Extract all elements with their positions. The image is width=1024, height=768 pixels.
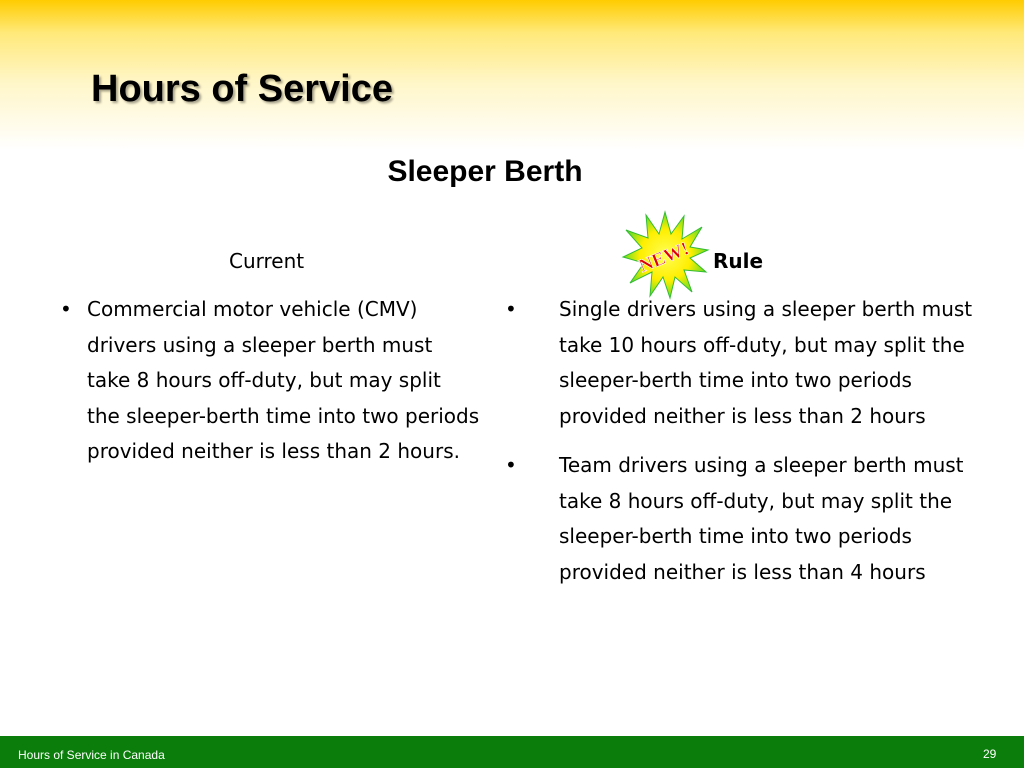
bullet-icon: • xyxy=(505,453,517,477)
new-rule-list xyxy=(505,292,975,604)
bullet-icon: • xyxy=(505,297,517,321)
list-item xyxy=(505,448,975,590)
list-item xyxy=(60,292,480,470)
list-item-text: Commercial motor vehicle (CMV) drivers using a sleeper berth must take 8 hours off-duty, but may split the sleeper-berth time into two periods provided neither is less than 2 hours. xyxy=(87,297,480,463)
list-item xyxy=(505,292,975,434)
list-item-text: Team drivers using a sleeper berth must take 8 hours off-duty, but may split the sleeper-berth time into two periods provided neither is less than 4 hours xyxy=(559,453,964,584)
page-number: 29 xyxy=(983,747,997,761)
slide-title: Hours of Service xyxy=(91,68,393,110)
bullet-icon: • xyxy=(60,297,72,321)
footer-bar xyxy=(0,736,1024,768)
footer-text: Hours of Service in Canada xyxy=(18,748,165,762)
new-starburst-icon xyxy=(620,210,710,300)
current-column-heading: Current xyxy=(229,249,305,273)
current-rule-list xyxy=(60,292,480,470)
list-item-text: Single drivers using a sleeper berth must take 10 hours off-duty, but may split the sleeper-berth time into two periods provided neither is less than 2 hours xyxy=(559,297,973,428)
rule-column-heading: Rule xyxy=(713,249,764,273)
new-badge-text: NEW! xyxy=(636,238,692,278)
slide-subtitle: Sleeper Berth xyxy=(387,155,583,188)
